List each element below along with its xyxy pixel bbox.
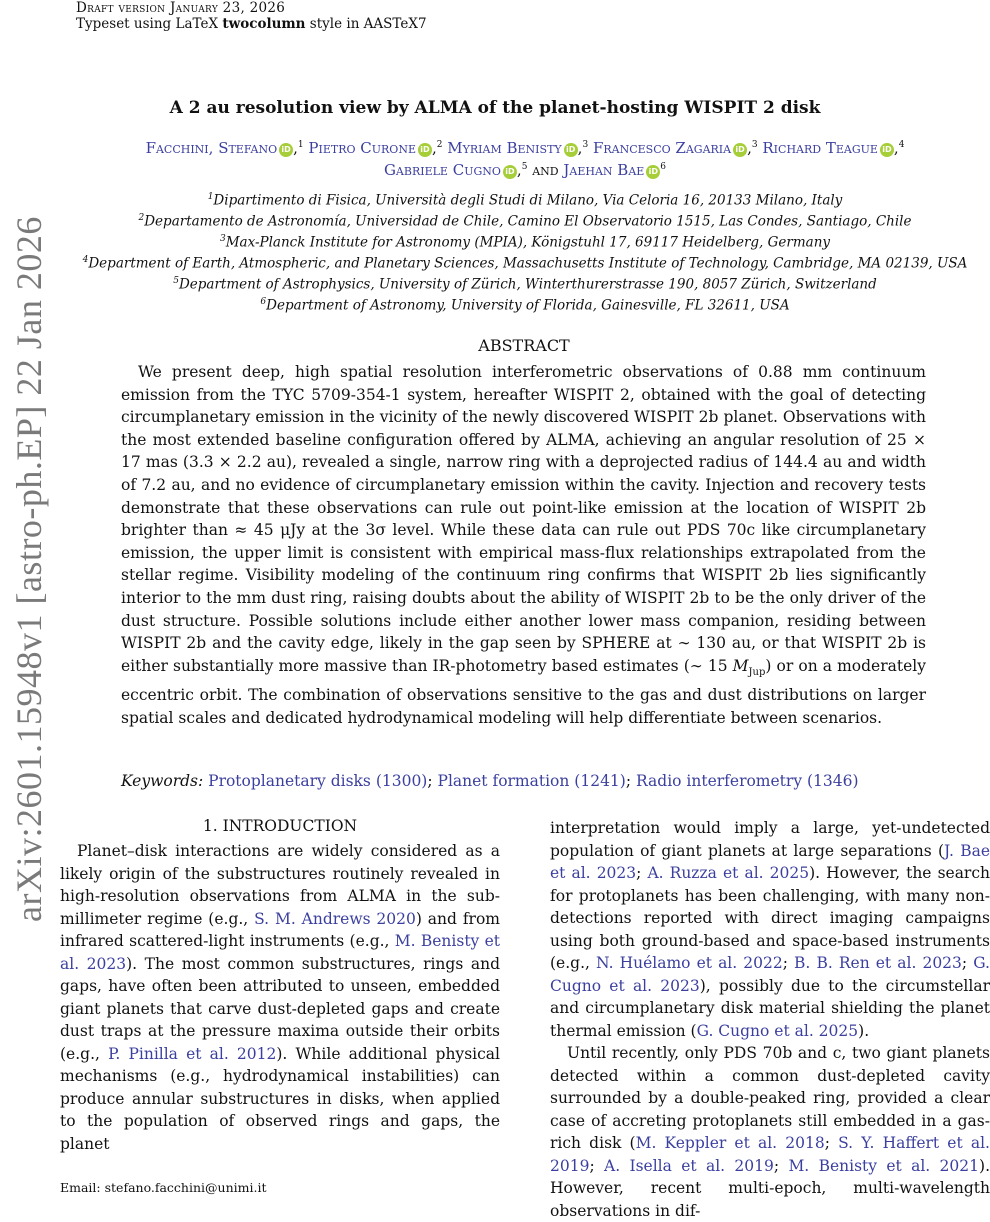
- citation-link[interactable]: A. Ruzza et al. 2025: [647, 864, 810, 882]
- right-column: [550, 817, 990, 1222]
- author-name[interactable]: Gabriele Cugno: [383, 161, 501, 179]
- intro-paragraph-1-continued: [550, 817, 990, 1042]
- body-text: ). However, the search for protoplanets has been challenging, with many non-detections reported with direct imaging campaigns using both ground-based and space-based instruments (e.g.,: [550, 864, 990, 972]
- affiliation-number: 2: [138, 213, 145, 223]
- citation-link[interactable]: S. Y. Haffert et al. 2019: [550, 1134, 990, 1175]
- orcid-icon[interactable]: iD: [564, 143, 578, 157]
- mjup-symbol: M: [732, 656, 749, 675]
- body-text: ;: [961, 954, 974, 972]
- arxiv-side-stamp: arXiv:2601.15948v1 [astro-ph.EP] 22 Jan 2026: [9, 216, 49, 922]
- affiliation-text: Department of Astronomy, University of Florida, Gainesville, FL 32611, USA: [266, 297, 790, 314]
- affiliation-number: 3: [219, 234, 226, 244]
- keywords: Keywords: Protoplanetary disks (1300); Planet formation (1241); Radio interferometry (1346): [121, 772, 859, 790]
- abstract-part-1: We present deep, high spatial resolution interferometric observations of 0.88 mm continuum emission from the TYC 5709-354-1 system, hereafter WISPIT 2, obtained with the goal of detecting circumplanetary emission in the vicinity of the newly discovered WISPIT 2b planet. Observations with the most extended baseline configuration offered by ALMA, achieving an angular resolution of 25 × 17 mas (3.3 × 2.2 au), revealed a single, narrow ring with a deprojected radius of 144.4 au and width of 7.2 au, and no evidence of circumplanetary emission within the cavity. Injection and recovery tests demonstrate that these observations can rule out point-like emission at the location of WISPIT 2b brighter than ≈ 45 μJy at the 3σ level. While these data can rule out PDS 70c like circumplanetary emission, the upper limit is consistent with empirical mass-flux relationships extrapolated from the stellar regime. Visibility modeling of the continuum ring confirms that WISPIT 2b lies significantly interior to the mm dust ring, raising doubts about the ability of WISPIT 2b to be the only driver of the dust structure. Possible solutions include either another lower mass companion, residing between WISPIT 2b and the cavity edge, likely in the gap seen by SPHERE at ∼ 130 au, or that WISPIT 2b is either substantially more massive than IR-photometry based estimates (∼ 15: [121, 363, 926, 675]
- affiliation-1: [60, 188, 990, 210]
- affiliation-text: Department of Earth, Atmospheric, and Planetary Sciences, Massachusetts Institute of Technology, Cambridge, MA 02139, USA: [88, 255, 968, 272]
- affiliation-text: Max-Planck Institute for Astronomy (MPIA), Königstuhl 17, 69117 Heidelberg, Germany: [225, 234, 831, 251]
- affiliation-5: [60, 272, 990, 294]
- citation-link[interactable]: G. Cugno et al. 2025: [696, 1021, 859, 1040]
- left-column: [60, 840, 500, 1155]
- author-name[interactable]: Myriam Benisty: [447, 139, 562, 157]
- citation-link[interactable]: S. M. Andrews 2020: [254, 909, 416, 928]
- intro-paragraph-1: [60, 840, 500, 1155]
- email-footnote: Email: stefano.facchini@unimi.it: [60, 1180, 267, 1195]
- author-list-line-1: Facchini, Stefano iD ,$^1$ Pietro Curone iD ,$^2$ Myriam Benisty iD ,$^3$ Francesco Zagaria iD ,$^3$ Richard Teague iD ,$^4$: [145, 139, 905, 157]
- body-text: ;: [589, 1156, 605, 1175]
- typeset-style: twocolumn: [222, 16, 306, 32]
- affiliation-text: Departamento de Astronomía, Universidad de Chile, Camino El Observatorio 1515, Las Condes, Santiago, Chile: [144, 213, 912, 230]
- author-name[interactable]: Jaehan Bae: [563, 161, 645, 179]
- citation-link[interactable]: J. Bae et al. 2023: [550, 841, 990, 882]
- author-list-line-2: Gabriele Cugno iD ,$^5$ and Jaehan Bae iD $^6$: [383, 161, 667, 179]
- citation-link[interactable]: M. Benisty et al. 2023: [60, 932, 501, 973]
- body-text: ;: [636, 864, 648, 882]
- citation-link[interactable]: M. Keppler et al. 2018: [635, 1134, 825, 1152]
- and-word: and: [532, 161, 559, 179]
- affiliation-mark: 3: [751, 140, 758, 150]
- draft-version-line: Draft version January 23, 2026: [76, 0, 286, 16]
- body-text: ;: [824, 1134, 839, 1152]
- affiliation-mark: 1: [297, 140, 304, 150]
- body-text: ). While additional physical mechanisms (e.g., hydrodynamical instabilities) can produce annular substructures in disks, when applied to the population of observed rings and gaps, the planet: [60, 1044, 500, 1153]
- orcid-icon[interactable]: iD: [418, 143, 432, 157]
- citation-link[interactable]: A. Isella et al. 2019: [604, 1156, 774, 1175]
- typeset-line: [76, 16, 427, 32]
- affiliation-mark: 5: [521, 162, 528, 172]
- typeset-suffix: style in AASTeX7: [309, 16, 427, 32]
- affiliation-number: 4: [82, 255, 89, 265]
- body-text: ). The most common substructures, rings and gaps, have often been attributed to unseen, embedded giant planets that carve dust-depleted gaps and create dust traps at the pressure maxima outside their orbits (e.g.,: [60, 954, 500, 1063]
- affiliation-number: 6: [260, 297, 267, 307]
- citation-link[interactable]: M. Benisty et al. 2021: [788, 1156, 980, 1175]
- author-name[interactable]: Pietro Curone: [308, 139, 416, 157]
- keywords-label: Keywords:: [121, 772, 204, 790]
- author-name[interactable]: Facchini, Stefano: [145, 139, 278, 157]
- orcid-icon[interactable]: iD: [733, 143, 747, 157]
- citation-link[interactable]: B. B. Ren et al. 2023: [794, 954, 962, 972]
- author-name[interactable]: Francesco Zagaria: [592, 139, 732, 157]
- keyword-link[interactable]: Protoplanetary disks (1300): [208, 772, 428, 790]
- citation-link[interactable]: N. Huélamo et al. 2022: [596, 954, 783, 972]
- citation-link[interactable]: G. Cugno et al. 2023: [550, 954, 990, 995]
- keyword-link[interactable]: Radio interferometry (1346): [636, 772, 859, 790]
- abstract-heading: ABSTRACT: [478, 336, 570, 355]
- orcid-icon[interactable]: iD: [646, 165, 660, 179]
- abstract-part-2: ) or on a moderately eccentric orbit. The combination of observations sensitive to the gas and dust distributions on larger spatial scales and dedicated hydrodynamical modeling will help differentiate between scenarios.: [121, 656, 926, 727]
- author-name[interactable]: Richard Teague: [762, 139, 878, 157]
- intro-paragraph-2: [550, 1042, 990, 1222]
- affiliation-mark: 2: [436, 140, 443, 150]
- body-text: ;: [773, 1156, 789, 1175]
- orcid-icon[interactable]: iD: [503, 165, 517, 179]
- affiliation-text: Dipartimento di Fisica, Università degli Studi di Milano, Via Celoria 16, 20133 Milano, Italy: [213, 192, 843, 209]
- affiliation-number: 1: [207, 192, 214, 202]
- affiliation-mark: 6: [660, 162, 667, 172]
- affiliation-3: [60, 230, 990, 252]
- body-text: Until recently, only PDS 70b and c, two giant planets detected within a common dust-depleted cavity surrounded by a double-peaked ring, provided a clear case of accreting protoplanets still embedded in a gas-rich disk (: [550, 1044, 990, 1152]
- affiliation-text: Department of Astrophysics, University of Zürich, Winterthurerstrasse 190, 8057 Zürich, Switzerland: [178, 276, 877, 293]
- affiliation-number: 5: [173, 276, 179, 286]
- body-text: Planet–disk interactions are widely considered as a likely origin of the substructures routinely revealed in high-resolution observations from ALMA in the sub-millimeter regime (e.g.,: [60, 842, 500, 928]
- body-text: ).: [858, 1021, 870, 1040]
- orcid-icon[interactable]: iD: [880, 143, 894, 157]
- abstract-text: [121, 361, 926, 730]
- affiliation-4: [60, 251, 990, 273]
- citation-link[interactable]: P. Pinilla et al. 2012: [108, 1044, 277, 1063]
- section-heading-introduction: 1. INTRODUCTION: [202, 817, 358, 835]
- body-text: ) and from infrared scattered-light instruments (e.g.,: [60, 909, 500, 950]
- body-text: interpretation would imply a large, yet-undetected population of giant planets at large separations (: [550, 819, 990, 860]
- body-text: ). However, recent multi-epoch, multi-wavelength observations in dif-: [550, 1156, 990, 1220]
- body-text: ;: [782, 954, 795, 972]
- mjup-subscript: Jup: [748, 666, 766, 678]
- typeset-prefix: Typeset using: [76, 16, 172, 32]
- affiliation-6: [60, 293, 990, 315]
- affiliation-mark: 4: [898, 140, 905, 150]
- orcid-icon[interactable]: iD: [279, 143, 293, 157]
- keyword-link[interactable]: Planet formation (1241): [437, 772, 626, 790]
- affiliation-mark: 3: [582, 140, 589, 150]
- body-text: ), possibly due to the circumstellar and circumplanetary disk material shielding the planet thermal emission (: [550, 976, 990, 1040]
- paper-title: A 2 au resolution view by ALMA of the planet-hosting WISPIT 2 disk: [169, 98, 821, 118]
- latex-logo: LaTeX: [175, 16, 219, 32]
- affiliation-2: [60, 209, 990, 231]
